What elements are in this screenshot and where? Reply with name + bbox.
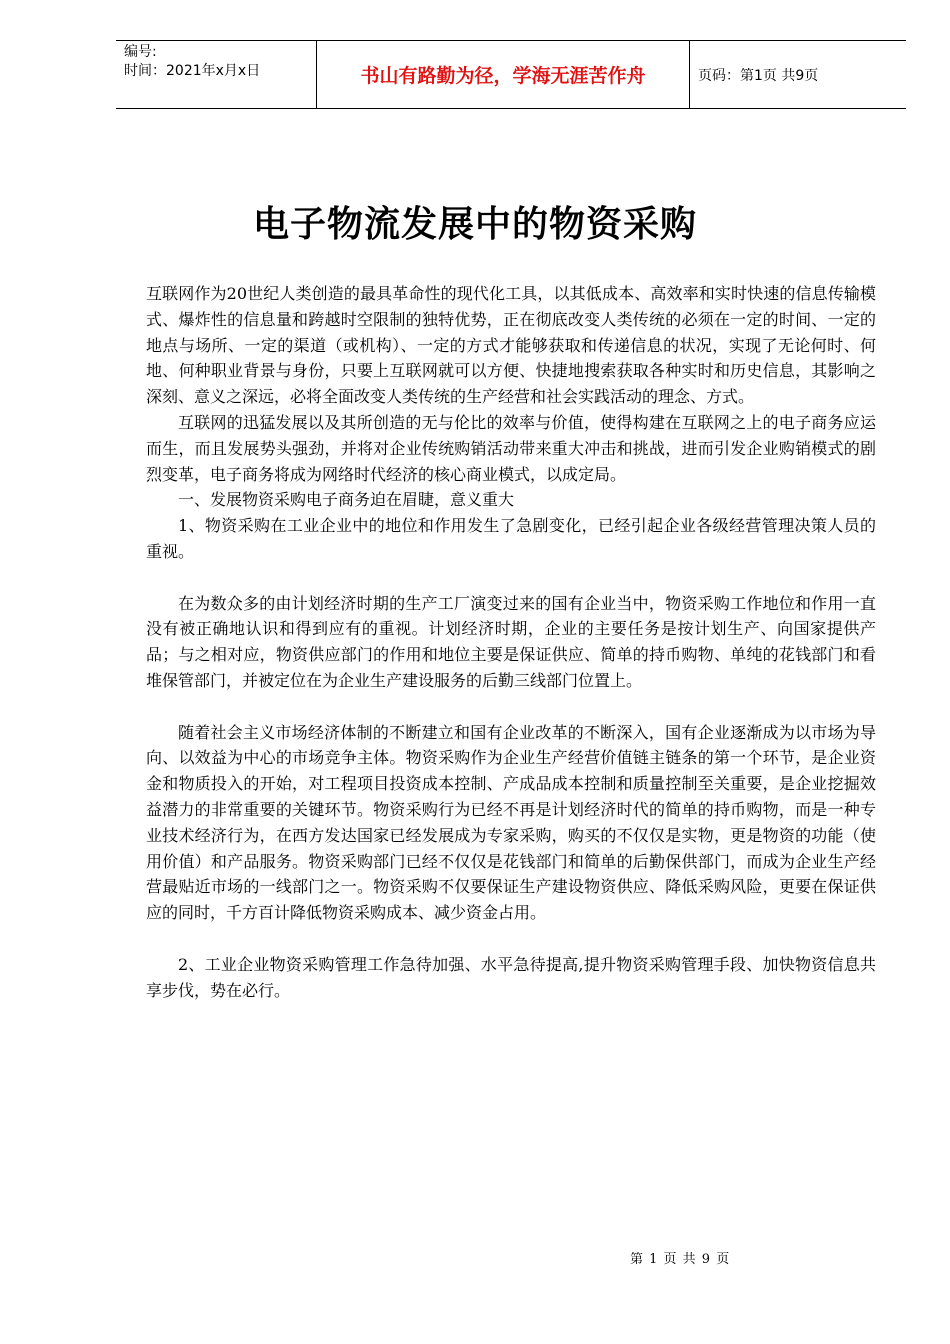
document-body	[146, 281, 876, 1003]
paragraph: 互联网作为20世纪人类创造的最具革命性的现代化工具，以其低成本、高效率和实时快速的信息传输模式、爆炸性的信息量和跨越时空限制的独特优势，正在彻底改变人类传统的必须在一定的时间、一定的地点与场所、一定的渠道（或机构）、一定的方式才能够获取和传递信息的状况，实现了无论何时、何地、何种职业背景与身份，只要上互联网就可以方便、快捷地搜索获取各种实时和历史信息，其影响之深刻、意义之深远，必将全面改变人类传统的生产经营和社会实践活动的理念、方式。	[146, 284, 876, 407]
section-heading: 一、发展物资采购电子商务迫在眉睫，意义重大	[178, 490, 515, 510]
paragraph: 随着社会主义市场经济体制的不断建立和国有企业改革的不断深入，国有企业逐渐成为以市场为导向、以效益为中心的市场竞争主体。物资采购作为企业生产经营价值链主链条的第一个环节，是企业资金和物质投入的开始，对工程项目投资成本控制、产成品成本控制和质量控制至关重要，是企业挖掘效益潜力的非常重要的关键环节。物资采购行为已经不再是计划经济时代的简单的持币购物，而是一种专业技术经济行为，在西方发达国家已经发展成为专家采购，购买的不仅仅是实物，更是物资的功能（使用价值）和产品服务。物资采购部门已经不仅仅是花钱部门和简单的后勤保供部门，而成为企业生产经营最贴近市场的一线部门之一。物资采购不仅要保证生产建设物资供应、降低采购风险，更要在保证供应的同时，千方百计降低物资采购成本、减少资金占用。	[146, 722, 876, 923]
paragraph: 1、物资采购在工业企业中的地位和作用发生了急剧变化，已经引起企业各级经营管理决策人员的重视。	[146, 516, 876, 561]
header-meta	[116, 41, 316, 108]
page-footer: 第 1 页 共 9 页	[630, 1252, 731, 1267]
document-time-label: 时间：2021年x月x日	[124, 63, 261, 79]
paragraph: 2、工业企业物资采购管理工作急待加强、水平急待提高,提升物资采购管理手段、加快物资信息共享步伐，势在必行。	[146, 954, 876, 1000]
paragraph: 互联网的迅猛发展以及其所创造的无与伦比的效率与价值，使得构建在互联网之上的电子商务应运而生，而且发展势头强劲，并将对企业传统购销活动带来重大冲击和挑战，进而引发企业购销模式的剧烈变革，电子商务将成为网络时代经济的核心商业模式，以成定局。	[146, 412, 876, 484]
page-header	[116, 40, 906, 109]
document-number-label: 编号:	[124, 44, 157, 60]
paragraph: 在为数众多的由计划经济时期的生产工厂演变过来的国有企业当中，物资采购工作地位和作用一直没有被正确地认识和得到应有的重视。计划经济时期，企业的主要任务是按计划生产、向国家提供产品；与之相对应，物资供应部门的作用和地位主要是保证供应、简单的持币购物、单纯的花钱部门和看堆保管部门，并被定位在为企业生产建设服务的后勤三线部门位置上。	[146, 593, 876, 690]
document-title: 电子物流发展中的物资采购	[252, 204, 697, 245]
header-motto: 书山有路勤为径，学海无涯苦作舟	[316, 41, 690, 108]
header-page-info: 页码：第1页 共9页	[698, 67, 819, 84]
